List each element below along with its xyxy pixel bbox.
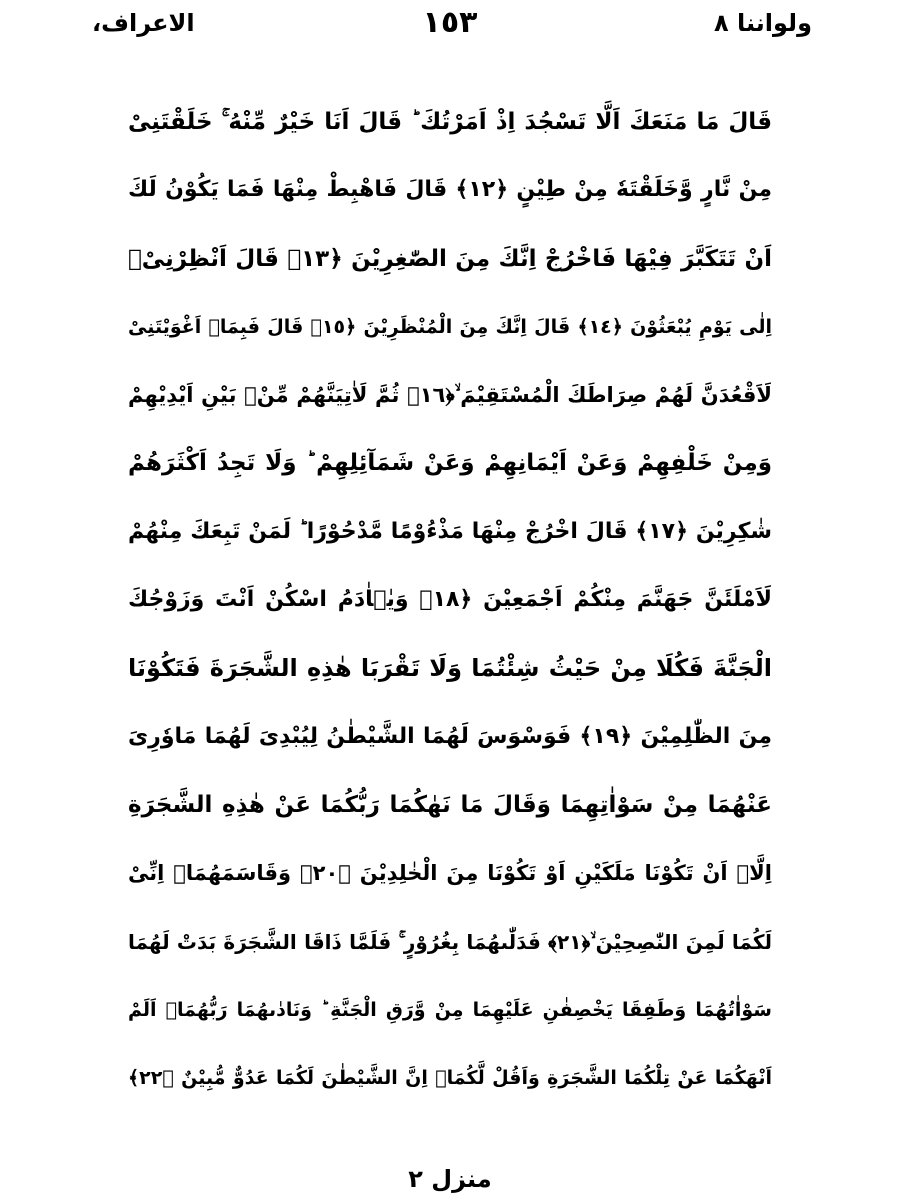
text-line: لَاَقْعُدَنَّ لَهُمْ صِرَاطَكَ الْمُسْتَقِيْمَ ۙ﴿١٦﴾ ثُمَّ لَاٰتِيَنَّهُمْ مِّنْۢ بَيْنِ اَيْدِيْهِمْ <box>128 383 772 408</box>
text-line: لَكُمَا لَمِنَ النّٰصِحِيْنَ ۙ﴿٢١﴾ فَدَلّٰىهُمَا بِغُرُوْرٍ ۚ فَلَمَّا ذَاقَا الشَّجَرَةَ بَدَتْ لَهُمَا <box>128 929 772 954</box>
text-line: لَاَمْلَئَنَّ جَهَنَّمَ مِنْكُمْ اَجْمَعِيْنَ ﴿١٨﴾ وَيٰۤاٰدَمُ اسْكُنْ اَنْتَ وَزَوْجُكَ <box>128 587 772 613</box>
text-line: اِلٰى يَوْمِ يُبْعَثُوْنَ ﴿١٤﴾ قَالَ اِنَّكَ مِنَ الْمُنْظَرِيْنَ ﴿١٥﴾ قَالَ فَبِمَاۤ اَغْوَيْتَنِىْ <box>128 315 772 338</box>
text-line: قَالَ مَا مَنَعَكَ اَلَّا تَسْجُدَ اِذْ اَمَرْتُكَ ؕ قَالَ اَنَا خَيْرٌ مِّنْهُ ۚ خَلَقْتَنِىْ <box>128 109 772 135</box>
text-line: وَمِنْ خَلْفِهِمْ وَعَنْ اَيْمَانِهِمْ وَعَنْ شَمَآئِلِهِمْ ؕ وَلَا تَجِدُ اَكْثَرَهُمْ <box>128 450 772 477</box>
text-line: الْجَنَّةَ فَكُلَا مِنْ حَيْثُ شِئْتُمَا وَلَا تَقْرَبَا هٰذِهِ الشَّجَرَةَ فَتَكُوْنَا <box>128 654 772 683</box>
text-line: مِنَ الظّٰلِمِيْنَ ﴿١٩﴾ فَوَسْوَسَ لَهُمَا الشَّيْطٰنُ لِيُبْدِىَ لَهُمَا مَاوٗرِىَ <box>128 723 772 749</box>
text-line: اَنْ تَتَكَبَّرَ فِيْهَا فَاخْرُجْ اِنَّكَ مِنَ الصّٰغِرِيْنَ ﴿١٣﴾ قَالَ اَنْظِرْنِىْۤ <box>128 245 772 272</box>
text-line: سَوْاٰتُهُمَا وَطَفِقَا يَخْصِفٰنِ عَلَيْهِمَا مِنْ وَّرَقِ الْجَنَّةِ ؕ وَنَادٰىهُمَا رَبُّهُمَاۤ اَلَمْ <box>128 998 772 1021</box>
text-line: اِلَّاۤ اَنْ تَكُوْنَا مَلَكَيْنِ اَوْ تَكُوْنَا مِنَ الْخٰلِدِيْنَ ﴿٢٠﴾ وَقَاسَمَهُمَاۤ اِنِّىْ <box>128 861 772 886</box>
quran-text-block <box>128 88 772 1112</box>
text-line: مِنْ نَّارٍ وَّخَلَقْتَهٗ مِنْ طِيْنٍ ﴿١٢﴾ قَالَ فَاهْبِطْ مِنْهَا فَمَا يَكُوْنُ لَكَ <box>128 177 772 203</box>
juz-label: ولواننا ٨ <box>713 9 812 37</box>
surah-name: الاعراف، <box>92 9 195 37</box>
text-line: عَنْهُمَا مِنْ سَوْاٰتِهِمَا وَقَالَ مَا نَهٰكُمَا رَبُّكُمَا عَنْ هٰذِهِ الشَّجَرَةِ <box>128 791 772 818</box>
page-header <box>0 6 900 46</box>
page-number: ١٥٣ <box>422 5 478 40</box>
text-line: شٰكِرِيْنَ ﴿١٧﴾ قَالَ اخْرُجْ مِنْهَا مَذْءُوْمًا مَّدْحُوْرًا ؕ لَمَنْ تَبِعَكَ مِنْهُمْ <box>128 518 772 544</box>
manzil-footer: منزل ٢ <box>408 1165 492 1193</box>
text-line: اَنْهَكُمَا عَنْ تِلْكُمَا الشَّجَرَةِ وَاَقُلْ لَّكُمَاۤ اِنَّ الشَّيْطٰنَ لَكُمَا عَدُوٌّ مُّبِيْنٌ ﴿٢٢﴾ <box>128 1067 772 1090</box>
